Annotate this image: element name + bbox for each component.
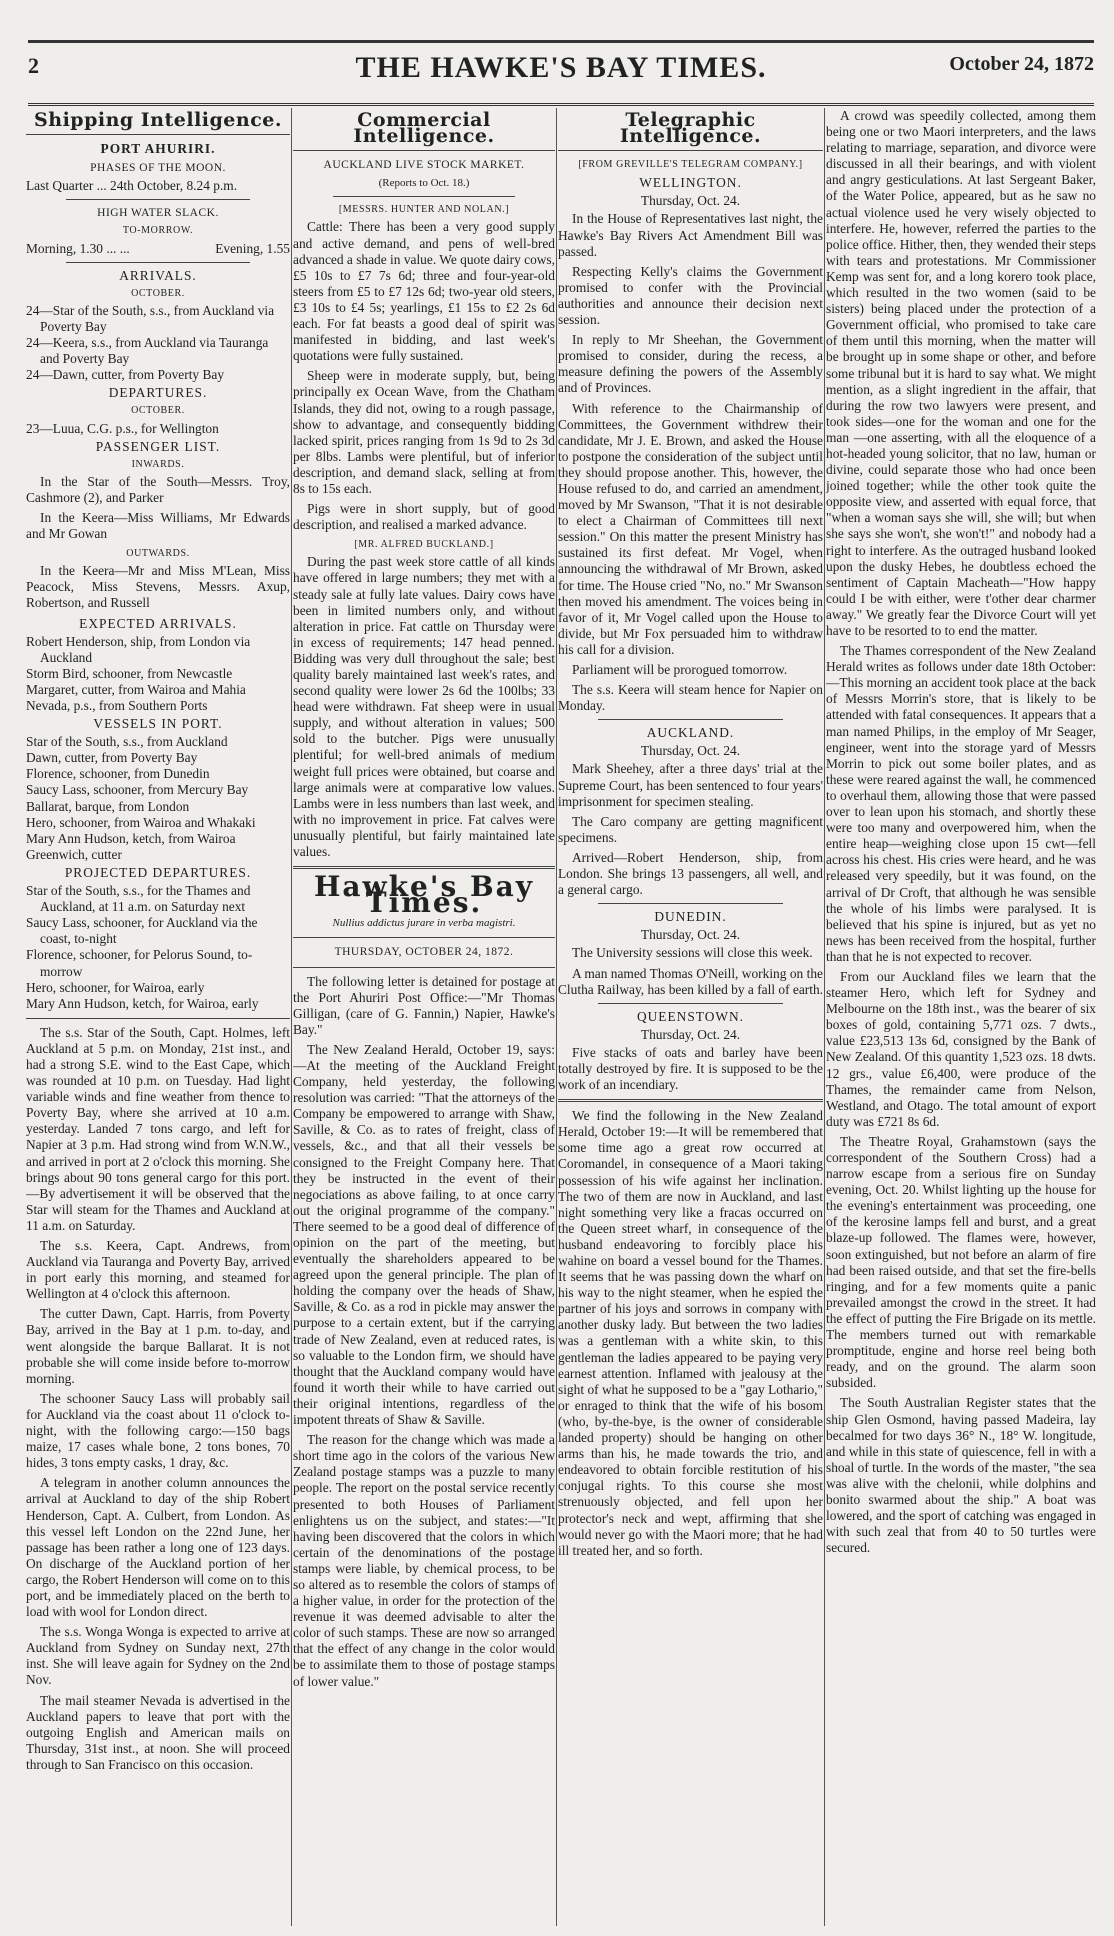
masthead bbox=[28, 40, 1094, 106]
news-paragraph: The Theatre Royal, Grahamstown (says the correspondent of the Southern Cross) had a narrow escape from a serious fire on Sunday evening, Oct. 20. Whilst lighting up the house for the evening's entertainment was proceeding, one of the kerosine lamps fell and burst, and a great blaze-up followed. The flames were, however, soon extinguished, but not before an alarm of fire had been raised outside, and that set the fire-bells ringing, and for a few moments quite a panic prevailed amongst the crowd in the street. It had the effect of putting the Fire Brigade on its mettle. The members turned out with remarkable promptitude, engine and horse reel being both ready, and on the ground. The alarm soon subsided. bbox=[826, 1133, 1096, 1391]
dateline-place: DUNEDIN. bbox=[654, 909, 727, 925]
column-rule bbox=[291, 108, 292, 1926]
shipping-column bbox=[26, 108, 290, 1926]
passenger-entry: In the Star of the South—Messrs. Troy, Cashmore (2), and Parker bbox=[26, 473, 290, 505]
arrival-entry: 24—Dawn, cutter, from Poverty Bay bbox=[26, 367, 225, 383]
newspaper-title: THE HAWKE'S BAY TIMES. bbox=[355, 51, 767, 84]
divider bbox=[598, 719, 783, 720]
market-paragraph: Pigs were in short supply, but of good description, and realised a marked advance. bbox=[293, 501, 555, 533]
passenger-entry: In the Keera—Miss Williams, Mr Edwards and Mr Gowan bbox=[26, 509, 290, 542]
column-rule bbox=[824, 108, 825, 1926]
expected-entry: Nevada, p.s., from Southern Ports bbox=[26, 698, 208, 713]
market-paragraph: Sheep were in moderate supply, but, being principally ex Ocean Wave, from the Chatham Islands, they did not, owing to a rough passage, show to advantage, and consequently bidding lacked spirit, prices ranging from 1s 9d to 2s 3d per 8lbs. Lambs were plentiful, but of inferior description, and demand slack, selling at from 8s to 15s each. bbox=[293, 368, 555, 496]
telegram-paragraph: Five stacks of oats and barley have been totally destroyed by fire. It is supposed to be the work of an incendiary. bbox=[558, 1044, 823, 1093]
divider bbox=[558, 1099, 823, 1102]
telegram-paragraph: Arrived—Robert Henderson, ship, from London. She brings 13 passengers, all well, and a general cargo. bbox=[558, 849, 823, 898]
divider bbox=[293, 866, 555, 869]
divider bbox=[26, 1018, 290, 1019]
news-column bbox=[826, 108, 1096, 1926]
editorial-paragraph: The following letter is detained for postage at the Port Ahuriri Post Office:—"Mr Thomas Gilligan, (care of G. Fannin,) Napier, Hawke's Bay." bbox=[293, 973, 555, 1037]
telegram-paragraph: Respecting Kelly's claims the Government promised to confer with the Provincial authorities and announce their decision next session. bbox=[558, 263, 823, 328]
inwards-label: INWARDS. bbox=[131, 458, 185, 470]
vessel-entry: Star of the South, s.s., from Auckland bbox=[26, 734, 228, 750]
telegram-paragraph: In reply to Mr Sheehan, the Government promised to consider, during the recess, a measure defining the powers of the Assembly and of Provinces. bbox=[558, 332, 823, 396]
news-paragraph: From our Auckland files we learn that the steamer Hero, which left for Sydney and Melbourne on the 18th inst., was the bearer of six boxes of gold, containing 5,771 ozs. 7 dwts., value £23,513 13s 6d, consigned by the Bank of New Zealand. Of this quantity 1,523 ozs. 18 dwts. 12 grs., value £6,400, were produce of the Thames, the remainder came from Nelson, Westland, and Otago. The total amount of export duty was £721 8s 6d. bbox=[826, 968, 1096, 1129]
telegram-paragraph: Parliament will be prorogued tomorrow. bbox=[572, 662, 788, 677]
tide-morning: Morning, 1.30 ... ... bbox=[26, 240, 130, 256]
dateline-date: Thursday, Oct. 24. bbox=[640, 1026, 741, 1042]
dateline-place: QUEENSTOWN. bbox=[636, 1008, 745, 1024]
commercial-column bbox=[293, 108, 555, 1926]
departures-month: OCTOBER. bbox=[131, 405, 185, 417]
market-paragraph: During the past week store cattle of all kinds have offered in large numbers; they met with a steady sale at fully late values. Dairy cows have been in limited numbers only, and without alteration in price. Fat cattle on Thursday were in excess of requirements; 147 head penned. Bidding was very dull throughout the sale; best quality barely maintained last week's rates, and second quality were lower 2s 6d the 100lbs; 33 head were withdrawn. Fat sheep were in usual supply, and without alteration in values; 500 sold to the butcher. Pigs were unusually plentiful; for well-bred animals of medium weight full prices were obtained, but coarse and large animals were at comparative low values. Lambs were in less numbers than last week, and with no improvement in price. Fat calves were unusually plentiful, but fairly maintained late values. bbox=[293, 554, 555, 860]
high-water-title: HIGH WATER SLACK. bbox=[97, 207, 219, 220]
firm-name: [MR. ALFRED BUCKLAND.] bbox=[354, 539, 494, 551]
arrival-entry: 24—Keera, s.s., from Auckland via Tauranga and Poverty Bay bbox=[26, 335, 269, 367]
divider bbox=[598, 1003, 783, 1004]
divider bbox=[66, 262, 250, 263]
telegram-paragraph: The Caro company are getting magnificent specimens. bbox=[558, 813, 823, 845]
expected-entry: Margaret, cutter, from Wairoa and Mahia bbox=[26, 681, 246, 697]
telegram-paragraph: The s.s. Keera will steam hence for Napier on Monday. bbox=[558, 682, 823, 714]
telegraphic-heading: Telegraphic Intelligence. bbox=[619, 109, 762, 148]
divider bbox=[293, 150, 555, 151]
dateline-date: Thursday, Oct. 24. bbox=[640, 193, 741, 209]
telegram-paragraph: A man named Thomas O'Neill, working on the Clutha Railway, has been killed by a fall of earth. bbox=[558, 965, 823, 997]
reports-date: (Reports to Oct. 18.) bbox=[378, 177, 470, 190]
news-paragraph: The South Australian Register states that the ship Glen Osmond, having passed Madeira, lay becalmed for two days 36° N., 18° W. longitude, and while in this state of quiescence, fell in with a shoal of turtle. In the words of the master, "the sea was alive with the chelonii, while dolphins and bonito swarmed about the ship." A boat was lowered, and the sport of catching was engaged in with such zeal that from 40 to 50 turtles were secured. bbox=[826, 1395, 1096, 1556]
telegram-paragraph: Mark Sheehey, after a three days' trial at the Supreme Court, has been sentenced to four years' imprisonment for specimen stealing. bbox=[558, 761, 823, 809]
expected-entry: Storm Bird, schooner, from Newcastle bbox=[26, 665, 233, 681]
tomorrow-label: TO-MORROW. bbox=[122, 225, 194, 237]
vessel-entry: Ballarat, barque, from London bbox=[26, 798, 190, 814]
projected-entry: Saucy Lass, schooner, for Auckland via the coast, to-night bbox=[26, 915, 258, 947]
projected-entry: Florence, schooner, for Pelorus Sound, to-morrow bbox=[26, 947, 253, 979]
vessel-entry: Hero, schooner, from Wairoa and Whakaki bbox=[26, 814, 256, 830]
paper-nameplate: Hawke's Bay Times. bbox=[313, 870, 535, 920]
shipping-paragraph: The mail steamer Nevada is advertised in the Auckland papers to leave that port with the outgoing English and American mails on Thursday, 31st inst., at noon. She will proceed through to San Francisco on this occasion. bbox=[26, 1692, 290, 1772]
expected-arrivals-title: EXPECTED ARRIVALS. bbox=[79, 615, 237, 631]
passenger-entry: In the Keera—Mr and Miss M'Lean, Miss Peacock, Miss Stevens, Messrs. Axup, Robertson, and Russell bbox=[26, 563, 290, 611]
arrival-entry: 24—Star of the South, s.s., from Auckland via Poverty Bay bbox=[26, 302, 275, 334]
divider bbox=[66, 199, 250, 200]
dateline-place: WELLINGTON. bbox=[639, 175, 742, 191]
divider bbox=[598, 903, 783, 904]
tide-evening: Evening, 1.55 bbox=[215, 240, 290, 256]
dateline-date: Thursday, Oct. 24. bbox=[640, 927, 741, 943]
expected-entry: Robert Henderson, ship, from London via Auckland bbox=[26, 633, 251, 665]
shipping-heading: Shipping Intelligence. bbox=[34, 109, 282, 131]
passenger-list-title: PASSENGER LIST. bbox=[95, 438, 221, 454]
shipping-paragraph: The s.s. Star of the South, Capt. Holmes, left Auckland at 5 p.m. on Monday, 21st inst., and had a strong S.E. wind to the East Cape, which was rounded at 10 p.m. on Tuesday. Had light variable winds and fine weather from thence to Poverty Bay, where she arrived at 10 a.m. yesterday. Landed 7 tons cargo, and left for Napier at 3 p.m. Had strong wind from W.N.W., and arrived in port at 2 o'clock this morning. She brings about 90 tons general cargo for this port.—By advertisement it will be observed that the Star will steam for the Thames and Auckland at 11 a.m. on Saturday. bbox=[26, 1024, 290, 1233]
telegraphic-column bbox=[558, 108, 823, 1926]
vessels-in-port-title: VESSELS IN PORT. bbox=[93, 716, 223, 732]
news-paragraph: The Thames correspondent of the New Zealand Herald writes as follows under date 18th October:—This morning an accident took place at the back of Messrs Morrin's store, that is likely to be attended with fatal consequences. It appears that a man named Philips, in the employ of Mr Seager, engineer, went into the storage yard of Messrs Morrin to pick out some boiler plates, and as these were reared against the wall, he commenced to overhaul them, allowing those that were passed over to lean upon his stomach, and shortly these were too many and overpowered him, when the entire heap—weighing close upon 15 cwt—fell across his chest. His cries were heard, and he was released very speedily, but it was found, on the arrival of Dr Croft, that although he was sensible the whole of his limbs were paralysed. It is believed that his spine is injured, but as yet no news has been received from the hospital, further than that he is not expected to recover. bbox=[826, 643, 1096, 964]
vessel-entry: Saucy Lass, schooner, from Mercury Bay bbox=[26, 782, 249, 798]
dateline-place: AUCKLAND. bbox=[646, 725, 735, 741]
moon-phase-line: Last Quarter ... 24th October, 8.24 p.m. bbox=[26, 178, 238, 194]
telegram-source: [FROM GREVILLE'S TELEGRAM COMPANY.] bbox=[578, 159, 803, 171]
editorial-paragraph: The reason for the change which was made a short time ago in the colors of the various New Zealand postage stamps was a puzzle to many people. The report on the postal service recently presented to both Houses of Parliament enlightens us on the subject, and states:—"It having been discovered that the colors in which certain of the denominations of the postage stamps were liable, by chemical process, to be so altered as to resemble the colors of stamps of a higher value, in order for the protection of the revenue it was deemed advisable to alter the color of such stamps. These are now so arranged that the effect of any change in the color would be to assimilate them to those of postage stamps of lower value." bbox=[293, 1432, 555, 1689]
market-title: AUCKLAND LIVE STOCK MARKET. bbox=[323, 159, 525, 172]
shipping-paragraph: The s.s. Keera, Capt. Andrews, from Auckland via Tauranga and Poverty Bay, arrived in port early this morning, and steamed for Wellington at 4 o'clock this afternoon. bbox=[26, 1238, 290, 1302]
tide-times bbox=[26, 241, 290, 257]
moon-phases-title: PHASES OF THE MOON. bbox=[90, 162, 226, 175]
issue-date: October 24, 1872 bbox=[949, 53, 1094, 75]
divider bbox=[333, 196, 515, 197]
shipping-paragraph: The s.s. Wonga Wonga is expected to arrive at Auckland from Sydney on Sunday next, 27th inst. She will leave again for Sydney on the 2nd Nov. bbox=[26, 1624, 290, 1688]
telegram-paragraph: The University sessions will close this week. bbox=[572, 945, 813, 961]
outwards-label: OUTWARDS. bbox=[126, 548, 190, 560]
projected-entry: Hero, schooner, for Wairoa, early bbox=[26, 979, 205, 995]
departure-entry: 23—Luua, C.G. p.s., for Wellington bbox=[26, 420, 219, 436]
editorial-paragraph: The New Zealand Herald, October 19, says:—At the meeting of the Auckland Freight Company, held yesterday, the following resolution was carried: "That the attorneys of the Company be empowered to arrange with Shaw, Saville, & Co. as to rates of freight, class of vessels, &c., and that all their vessels be consigned to the Freight Company here. That they be instructed in the event of their negociations as above failing, to at once carry out the original programme of the company." There seemed to be a good deal of difference of opinion on the part of the meeting, but eventually the shareholders appeared to be agreed upon the general principle. The plan of holding the company over the heads of Shaw, Saville, & Co. as a rod in pickle may answer the purpose to a certain extent, but if the carrying trade of New Zealand, even at reduced rates, is so valuable to the London firm, we should have thought that the Auckland company would have found it worth their while to have carried out their original intentions, regardless of the impotent threats of Shaw & Saville. bbox=[293, 1041, 555, 1428]
shipping-paragraph: The cutter Dawn, Capt. Harris, from Poverty Bay, arrived in the Bay at 1 p.m. to-day, and went alongside the barque Ballarat. It is not probable she will come inside before to-morrow morning. bbox=[26, 1306, 290, 1386]
shipping-paragraph: A telegram in another column announces the arrival at Auckland to day of the ship Robert Henderson, Capt. A. Culbert, from London. As this vessel left London on the 22nd June, her passage has been rather a long one of 123 days. On discharge of the Auckland portion of her cargo, the Robert Henderson will come on to this port, and be immediately placed on the berth to load with wool for London direct. bbox=[26, 1475, 290, 1620]
vessel-entry: Florence, schooner, from Dunedin bbox=[26, 766, 210, 782]
port-title: PORT AHURIRI. bbox=[100, 141, 216, 157]
divider bbox=[26, 134, 290, 135]
dateline-date: Thursday, Oct. 24. bbox=[640, 743, 741, 759]
divider bbox=[293, 937, 555, 938]
paper-motto: Nullius addictus jurare in verba magistri. bbox=[332, 917, 516, 930]
news-paragraph: A crowd was speedily collected, among them being one or two Maori interpreters, and the laws relating to marriage, separation, and divorce were discussed in all their bearings, and with violent and angry gesticulations. At last Sergeant Baker, of the Water Police, appeared, but as he saw no actual violence used he very wisely objected to interfere. He, however, referred the parties to the police office. Hither, then, they wended their steps with tears and protestations. Mr Commissioner Kemp was sent for, and a long korero took place, which resulted in the two women (said to be sisters) being placed under the protection of a Government official, who promised to take care of them until this morning, when the matter will be brought up in some shape or other, and before some tribunal but it is hard to say what. We might mention, as a slight ingredient in the affair, that during the row two lawyers were present, and took sides—one for the woman and one for the man —one asserting, with all the eloquence of a hot-headed young solicitor, that no law, human or divine, could separate those who had once been joined together; while the other took quite the opposite view, and asserted with equal force, that "when a woman says she will, she will; but when she says she won't, she won't!" and nobody had a right to interfere. As the outraged husband looked upon the dusky Hebes, he doubtless echoed the sentiment of Captain Macheath—"How happy could I be with either, were t'other dear charmer away." We greatly fear the Divorce Court will yet have to be resorted to to end the matter. bbox=[826, 108, 1096, 638]
divider bbox=[293, 967, 555, 968]
divider bbox=[558, 150, 823, 151]
market-paragraph: Cattle: There has been a very good supply and active demand, and pens of well-bred advanced a shade in value. We quote dairy cows, £5 10s to £7 7s 6d; three and four-year-old steers from £5 to £7 12s 6d; two-year old steers, £3 10s to £4 5s; yearlings, £1 15s to £2 2s 6d each. For fat beasts a good deal of spirit was manifested in bidding, and last week's quotations were fully sustained. bbox=[293, 219, 555, 364]
vessel-entry: Mary Ann Hudson, ketch, from Wairoa bbox=[26, 830, 236, 846]
herald-extract-paragraph: We find the following in the New Zealand Herald, October 19:—It will be remembered that some time ago a great row occurred at Coromandel, in consequence of a Maori taking possession of his wife against her inclination. The two of them are now in Auckland, and last night something very like a fracas occurred on the Queen street wharf, in consequence of the husband endeavoring to forcibly place his wahine on board a vessel bound for the Thames. It seems that he was passing down the wharf on his way to the night steamer, when he espied the partner of his joys and sorrows in company with another dusky lady. But between the two ladies was a gentleman with a white skin, to this gentleman the ladies appeared to be paying very earnest attention. Inflamed with jealousy at the sight of what he supposed to be a "gay Lothario," or enraged to think that the wife of his bosom (who, by-the-bye, is the owner of considerable landed property) should be hanging on other arms than his, he made towards the trio, and endeavored to obtain forcible restitution of his conjugal rights. To this course she most strenuously objected, and fell upon her protector's neck and wept, affirming that she would never go with the Maori more; that he had ill treated her, and so forth. bbox=[558, 1108, 823, 1558]
telegram-paragraph: In the House of Representatives last night, the Hawke's Bay Rivers Act Amendment Bill was passed. bbox=[558, 211, 823, 259]
firm-name: [MESSRS. HUNTER AND NOLAN.] bbox=[338, 204, 510, 216]
arrivals-month: OCTOBER. bbox=[131, 287, 185, 299]
shipping-paragraph: The schooner Saucy Lass will probably sail for Auckland via the coast about 11 o'clock to-night, with the following cargo:—150 bags maize, 17 cases whale bone, 2 tons bones, 70 hides, 3 tons empty casks, 1 dray, &c. bbox=[26, 1390, 290, 1471]
page-number: 2 bbox=[28, 53, 39, 78]
departures-title: DEPARTURES. bbox=[108, 385, 208, 401]
telegram-paragraph: With reference to the Chairmanship of Committees, the Government withdrew their candidate, Mr J. E. Brown, and asked the House to postpone the consideration of the subject until they should propose another. This, however, the House refused to do, and carried an amendment, moved by Mr Swanson, "That it is not desirable to elect a Chairman of Committees till next session." On this matter the present Ministry has sustained its first defeat. Mr Vogel, when announcing the withdrawal of Mr Brown, asked for time. The House cried "No, no." Mr Swanson then moved his amendment. The voices being in favor of it, Mr Vogel called upon the House to divide, but Mr Fox persuaded him to withdraw his call for a division. bbox=[558, 400, 823, 657]
vessel-entry: Dawn, cutter, from Poverty Bay bbox=[26, 750, 198, 766]
projected-entry: Star of the South, s.s., for the Thames and Auckland, at 11 a.m. on Saturday next bbox=[26, 883, 251, 915]
vessel-entry: Greenwich, cutter bbox=[26, 846, 122, 862]
commercial-heading: Commercial Intelligence. bbox=[353, 109, 495, 148]
column-rule bbox=[556, 108, 557, 1926]
projected-departures-title: PROJECTED DEPARTURES. bbox=[64, 864, 252, 880]
projected-entry: Mary Ann Hudson, ketch, for Wairoa, early bbox=[26, 995, 259, 1011]
arrivals-title: ARRIVALS. bbox=[119, 267, 197, 283]
editorial-dateline: THURSDAY, OCTOBER 24, 1872. bbox=[334, 946, 514, 959]
